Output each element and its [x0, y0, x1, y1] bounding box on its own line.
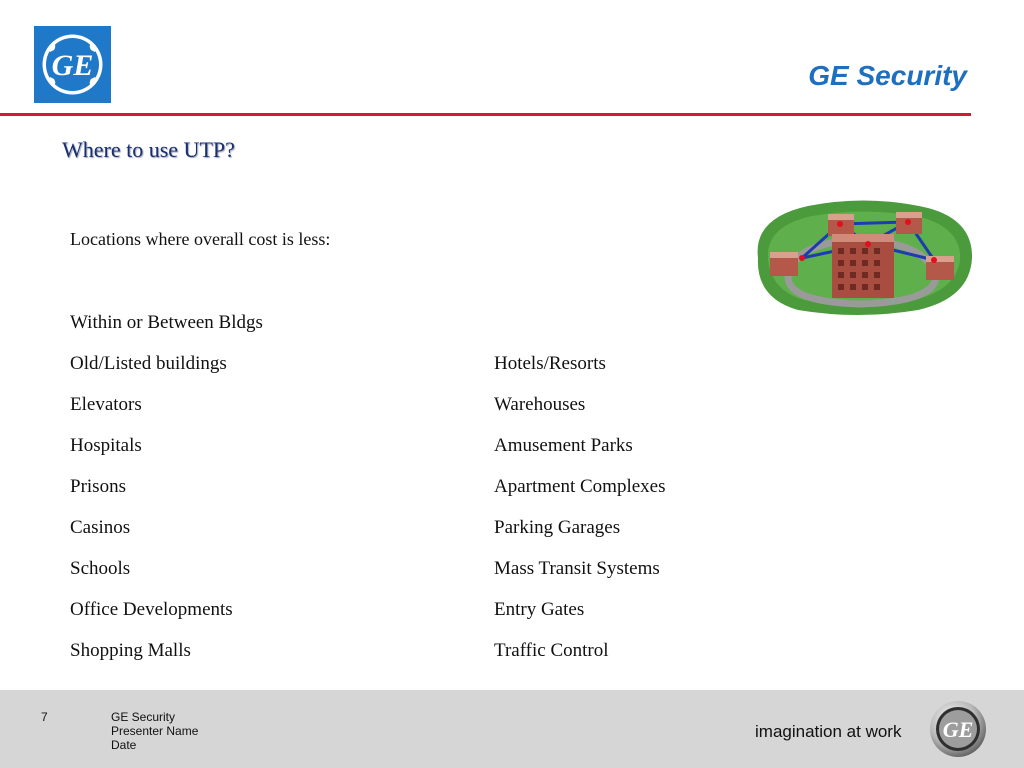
list-item: Amusement Parks — [494, 435, 633, 456]
list-item: Apartment Complexes — [494, 476, 666, 497]
header-divider — [0, 113, 971, 116]
right-location-list — [494, 343, 666, 671]
intro-text: Locations where overall cost is less: — [70, 229, 331, 249]
footer-bar — [0, 690, 1024, 768]
page-number: 7 — [41, 710, 48, 724]
list-item: Old/Listed buildings — [70, 353, 227, 374]
list-item: Mass Transit Systems — [494, 558, 660, 579]
list-item: Schools — [70, 558, 131, 579]
slide-heading: Where to use UTP? — [62, 137, 235, 162]
ge-logo-icon — [34, 26, 111, 103]
left-location-list — [70, 302, 263, 671]
list-item: Casinos — [70, 517, 131, 538]
list-item: Hotels/Resorts — [494, 353, 606, 374]
list-item: Prisons — [70, 476, 126, 497]
list-item: Hospitals — [70, 435, 142, 456]
list-item: Entry Gates — [494, 599, 585, 620]
svg-text:GE: GE — [942, 717, 974, 742]
list-item: Parking Garages — [494, 517, 621, 538]
brand-title: GE Security — [808, 60, 967, 91]
list-item: Warehouses — [494, 394, 586, 415]
list-item: Office Developments — [70, 599, 233, 620]
ge-monogram-icon — [929, 700, 987, 758]
list-item: Traffic Control — [494, 640, 609, 661]
networked-buildings-campus-icon — [748, 198, 976, 316]
list-item: Elevators — [70, 394, 142, 415]
list-item: Within or Between Bldgs — [70, 312, 263, 333]
footer-date: Date — [111, 738, 137, 752]
footer-info — [111, 710, 198, 752]
svg-text:GE: GE — [51, 49, 94, 82]
list-item: Shopping Malls — [70, 640, 191, 661]
footer-company: GE Security — [111, 710, 176, 724]
footer-tagline: imagination at work — [755, 722, 902, 741]
footer-presenter: Presenter Name — [111, 724, 199, 738]
